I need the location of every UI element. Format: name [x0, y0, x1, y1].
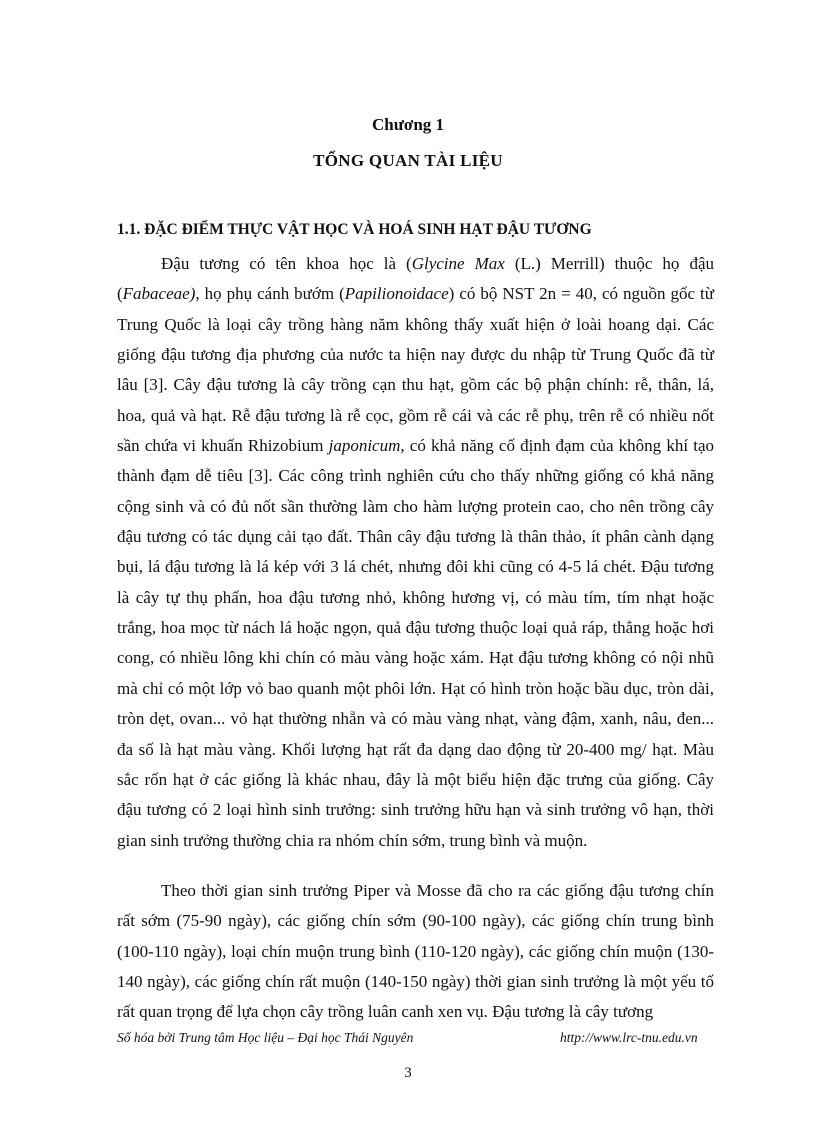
italic-term: Papilionoidace [344, 284, 449, 304]
page-number: 3 [404, 1065, 412, 1081]
italic-term: Fabaceae), [122, 284, 200, 304]
chapter-number: Chương 1 [371, 115, 445, 134]
chapter-title: TỔNG QUAN TÀI LIỆU [313, 151, 503, 170]
section-heading: 1.1. ĐẶC ĐIỂM THỰC VẬT HỌC VÀ HOÁ SINH HẠT ĐẬU TƯƠNG [117, 221, 592, 238]
text-run: họ phụ cánh bướm ( [199, 284, 345, 304]
text-run: (L.) Merrill) thuộc họ đậu ( [117, 254, 714, 304]
italic-term: japonicum, [328, 436, 405, 456]
body-paragraph [117, 876, 714, 1028]
italic-term: Glycine Max [411, 254, 505, 273]
body-paragraph [117, 249, 714, 856]
text-run: Theo thời gian sinh trưởng Piper và Mosse đã cho ra các giống đậu tương chín rất sớm (75-90 ngày), các giống chín sớm (90-100 ngày), các giống chín trung bình (100-110 ngày), loại chín muộn trung bình (110-120 ngày), các giống chín muộn (130-140 ngày), các giống chín rất muộn (140-150 ngày) thời gian sinh trưởng là một yếu tố rất quan trọng để lựa chọn cây trồng luân canh xen vụ. Đậu tương là cây tương [117, 881, 714, 1022]
text-run: có khả năng cố định đạm của không khí tạo thành đạm dễ tiêu [3]. Các công trình nghiên cứu cho thấy những giống có khả năng cộng sinh và có đủ nốt sần thường làm cho hàm lượng protein cao, cho nên trồng cây đậu tương có tác dụng cải tạo đất. Thân cây đậu tương là thân thảo, ít phân cành dạng bụi, lá đậu tương là lá kép với 3 lá chét, nhưng đôi khi cũng có 4-5 lá chét. Đậu tương là cây tự thụ phấn, hoa đậu tương nhỏ, không hương vị, có màu tím, tím nhạt hoặc trắng, hoa mọc từ nách lá hoặc ngọn, quả đậu tương thuộc loại quả ráp, thẳng hoặc hơi cong, có nhiều lông khi chín có màu vàng hoặc xám. Hạt đậu tương không có nội nhũ mà chỉ có một lớp vỏ bao quanh một phôi lớn. Hạt có hình tròn hoặc bầu dục, tròn dài, tròn dẹt, ovan... vỏ hạt thường nhẵn và có màu vàng nhạt, vàng đậm, xanh, nâu, đen... đa số là hạt màu vàng. Khối lượng hạt rất đa dạng dao động từ 20-400 mg/ hạt. Màu sắc rốn hạt ở các giống là khác nhau, đây là một biểu hiện đặc trưng của giống. Cây đậu tương có 2 loại hình sinh trưởng: sinh trưởng hữu hạn và sinh trưởng vô hạn, thời gian sinh trưởng thường chia ra nhóm chín sớm, trung bình và muộn. [117, 436, 714, 850]
text-run: ) có bộ NST 2n = 40, có nguồn gốc từ Trung Quốc là loại cây trồng hàng năm không thấy xuất hiện ở loài hoang dại. Các giống đậu tương địa phương của nước ta hiện nay được du nhập từ Trung Quốc đã từ lâu [3]. Cây đậu tương là cây trồng cạn thu hạt, gồm các bộ phận chính: rễ, thân, lá, hoa, quả và hạt. Rễ đậu tương là rễ cọc, gồm rễ cái và các rễ phụ, trên rễ có nhiều nốt sần chứa vi khuẩn Rhizobium [117, 284, 714, 456]
text-run: Đậu tương có tên khoa học là ( [161, 254, 412, 273]
footer-url[interactable]: http://www.lrc-tnu.edu.vn [560, 1030, 698, 1045]
footer-source: Số hóa bởi Trung tâm Học liệu – Đại học Thái Nguyên [117, 1030, 414, 1045]
